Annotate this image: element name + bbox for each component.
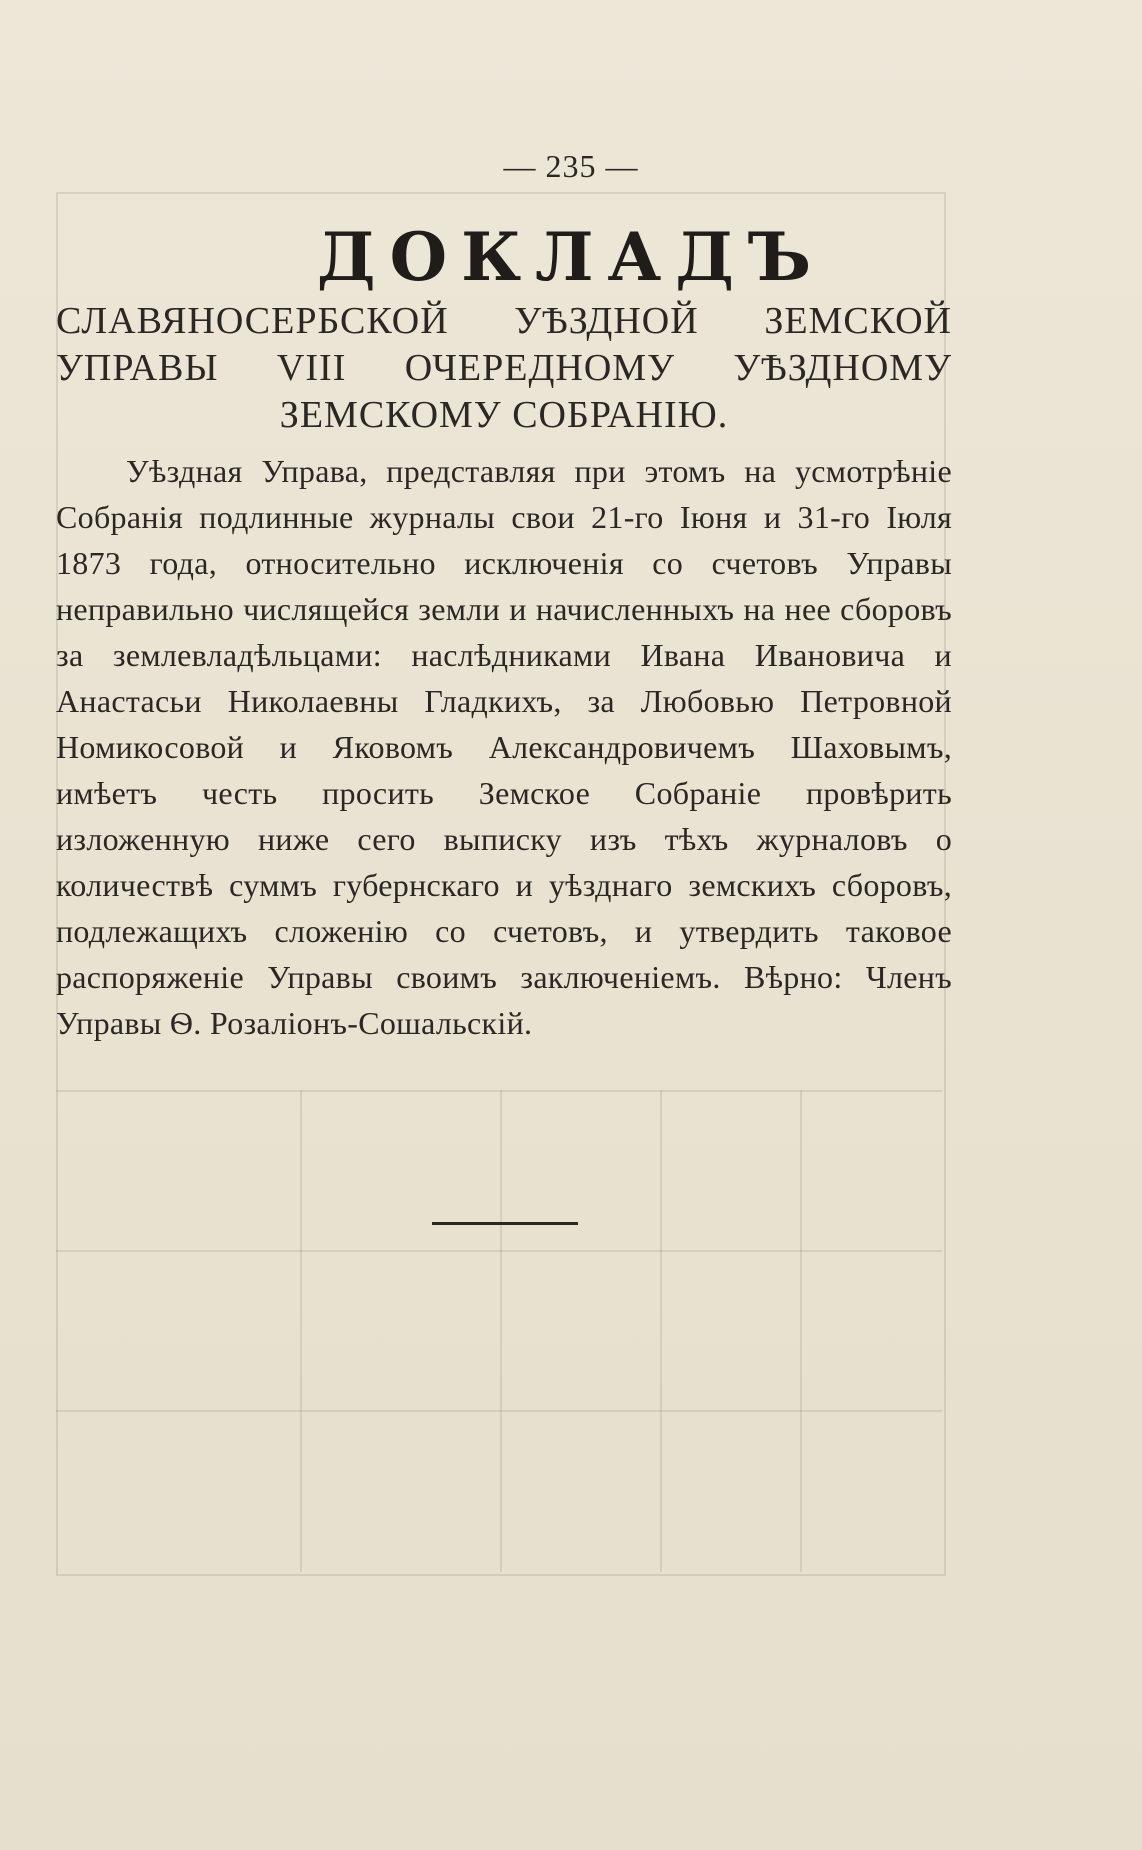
bleed-through-line (660, 1090, 662, 1572)
body-paragraph: Уѣздная Управа, представляя при этомъ на усмотрѣніе Собранія подлинные журналы свои 21-го Іюня и 31-го Іюля 1873 года, относительно исключенія со счетовъ Управы неправильно числящейся земли и начисленныхъ на нее сборовъ за землевладѣльцами: наслѣдниками Ивана Ивановича и Анастасьи Николаевны Гладкихъ, за Любовью Петровной Номикосовой и Яковомъ Александровичемъ Шаховымъ, имѣетъ честь просить Земское Собраніе провѣрить изложенную ниже сего выписку изъ тѣхъ журналовъ о количествѣ суммъ губернскаго и уѣзднаго земскихъ сборовъ, подлежащихъ сложенію со счетовъ, и утвердить таковое распоряженіе Управы своимъ заключеніемъ. Вѣрно: Членъ Управы Ѳ. Розаліонъ-Сошальскій. (56, 453, 952, 1041)
bleed-through-line (500, 1090, 502, 1572)
closing-rule (432, 1222, 578, 1225)
document-subtitle: СЛАВЯНОСЕРБСКОЙ УѢЗДНОЙ ЗЕМСКОЙ УПРАВЫ VIII ОЧЕРЕДНОМУ УѢЗДНОМУ ЗЕМСКОМУ СОБРАНІЮ. (56, 300, 952, 436)
bleed-through-line (56, 1090, 942, 1092)
page-number: — 235 — (503, 148, 639, 184)
bleed-through-line (56, 1250, 942, 1252)
document-title: ДОКЛАДЪ (316, 218, 826, 296)
bleed-through-line (300, 1090, 302, 1572)
bleed-through-line (56, 1410, 942, 1412)
bleed-through-line (800, 1090, 802, 1572)
